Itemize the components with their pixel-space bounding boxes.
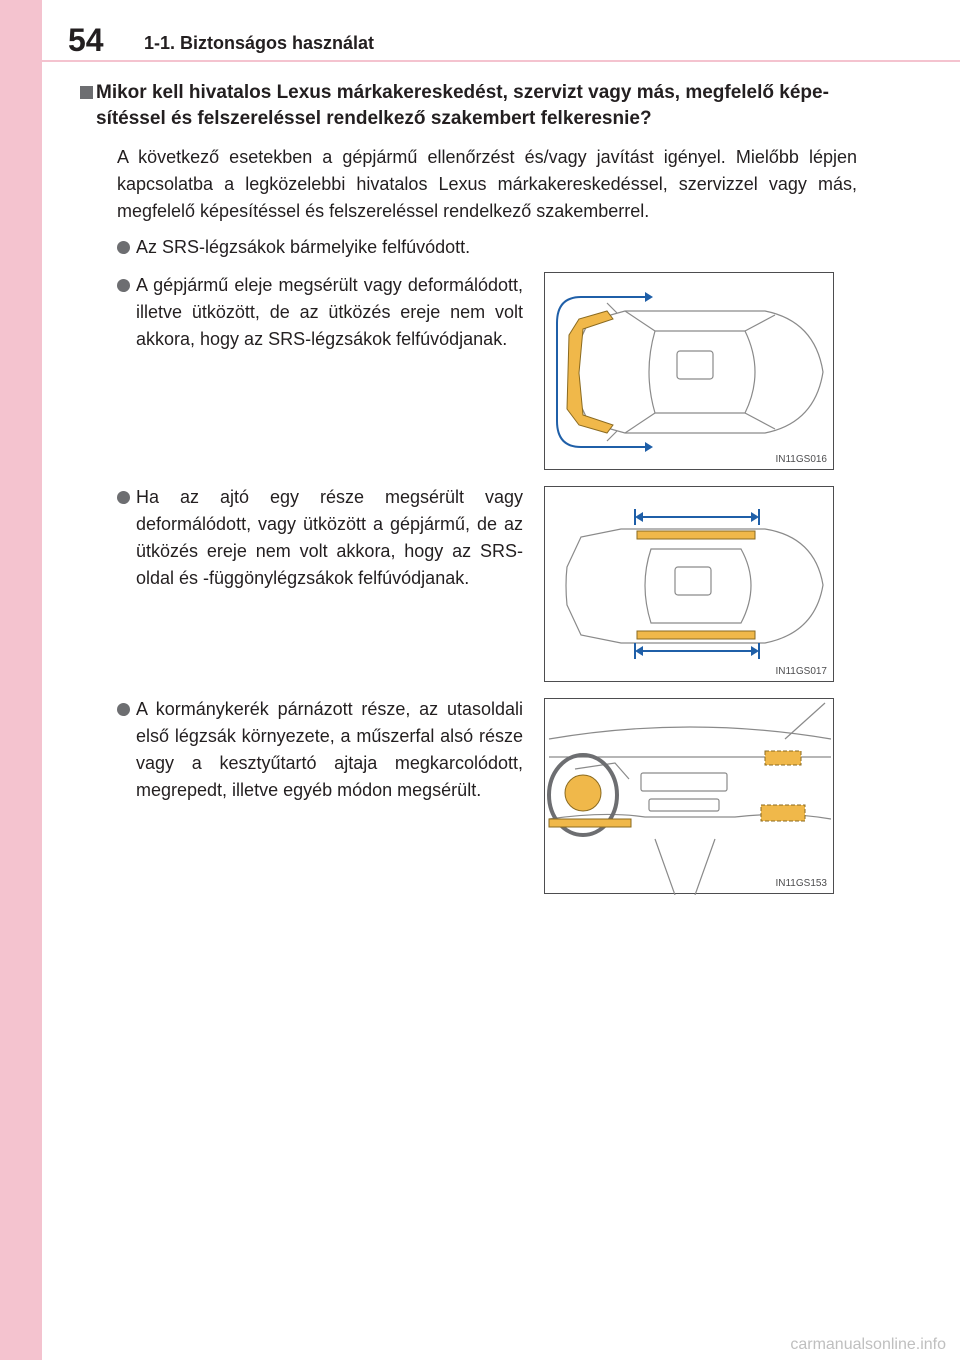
car-side-damage-illustration bbox=[545, 487, 835, 683]
bullet-dot-icon bbox=[117, 491, 130, 504]
bullet-text: A kormánykerék párnázott része, az utasoldali első légzsák környezete, a műszerfal alsó része vagy a kesztyűtartó ajtaja megkarcolódott, megrepedt, illetve egyéb módon megsérült. bbox=[136, 699, 523, 800]
bullet-dot-icon bbox=[117, 703, 130, 716]
side-band bbox=[0, 0, 42, 1360]
chapter-title: 1-1. Biztonságos használat bbox=[144, 33, 375, 53]
lower-panel-highlight bbox=[549, 819, 631, 827]
figure-code: IN11GS153 bbox=[775, 878, 827, 889]
side-highlight-bottom bbox=[637, 631, 755, 639]
bullet-item bbox=[117, 696, 523, 804]
steering-wheel-airbag-highlight bbox=[565, 775, 601, 811]
bullet-item bbox=[117, 484, 523, 592]
watermark: carmanualsonline.info bbox=[790, 1336, 946, 1353]
passenger-airbag-highlight bbox=[765, 751, 801, 765]
page-number: 54 bbox=[68, 22, 104, 58]
figure-dashboard bbox=[544, 698, 834, 894]
bullet-dot-icon bbox=[117, 279, 130, 292]
glove-box-highlight bbox=[761, 805, 805, 821]
bullet-item bbox=[117, 234, 537, 261]
intro-paragraph: A következő esetekben a gépjármű ellenőrzést és/vagy javítást igényel. Mielőbb lépjen kapcsolatba a legközelebbi hivatalos Lexus márkakereskedéssel, szervizzel vagy más, megfelelő képesítéssel és felszereléssel rendelkező szakemberrel. bbox=[117, 147, 857, 221]
dashboard-illustration bbox=[545, 699, 835, 895]
figure-side-damage bbox=[544, 486, 834, 682]
page-header bbox=[58, 22, 938, 62]
question-line-1: Mikor kell hivatalos Lexus márkakereskedést, szervizt vagy más, megfelelő képe- bbox=[96, 82, 829, 103]
figure-code: IN11GS017 bbox=[775, 666, 827, 677]
bullet-item bbox=[117, 272, 523, 353]
question-line-2: sítéssel és felszereléssel rendelkező szakembert felkeresnie? bbox=[96, 108, 652, 129]
car-top-view-illustration bbox=[545, 273, 835, 471]
side-highlight-top bbox=[637, 531, 755, 539]
figure-code: IN11GS016 bbox=[775, 454, 827, 465]
bullet-text: A gépjármű eleje megsérült vagy deformálódott, illetve ütközött, de az ütközés ereje nem volt akkora, hogy az SRS-légzsákok felfúvódjanak. bbox=[136, 275, 523, 349]
square-bullet-icon bbox=[80, 86, 93, 99]
header-rule bbox=[42, 60, 960, 62]
question-heading bbox=[96, 80, 866, 132]
bullet-text: Ha az ajtó egy része megsérült vagy deformálódott, vagy ütközött a gépjármű, de az ütközés ereje nem volt akkora, hogy az SRS-oldal és -függönylégzsákok felfúvódjanak. bbox=[136, 487, 523, 588]
bullet-text: Az SRS-légzsákok bármelyike felfúvódott. bbox=[136, 237, 471, 257]
figure-front-damage bbox=[544, 272, 834, 470]
bullet-dot-icon bbox=[117, 241, 130, 254]
front-highlight bbox=[567, 311, 613, 433]
